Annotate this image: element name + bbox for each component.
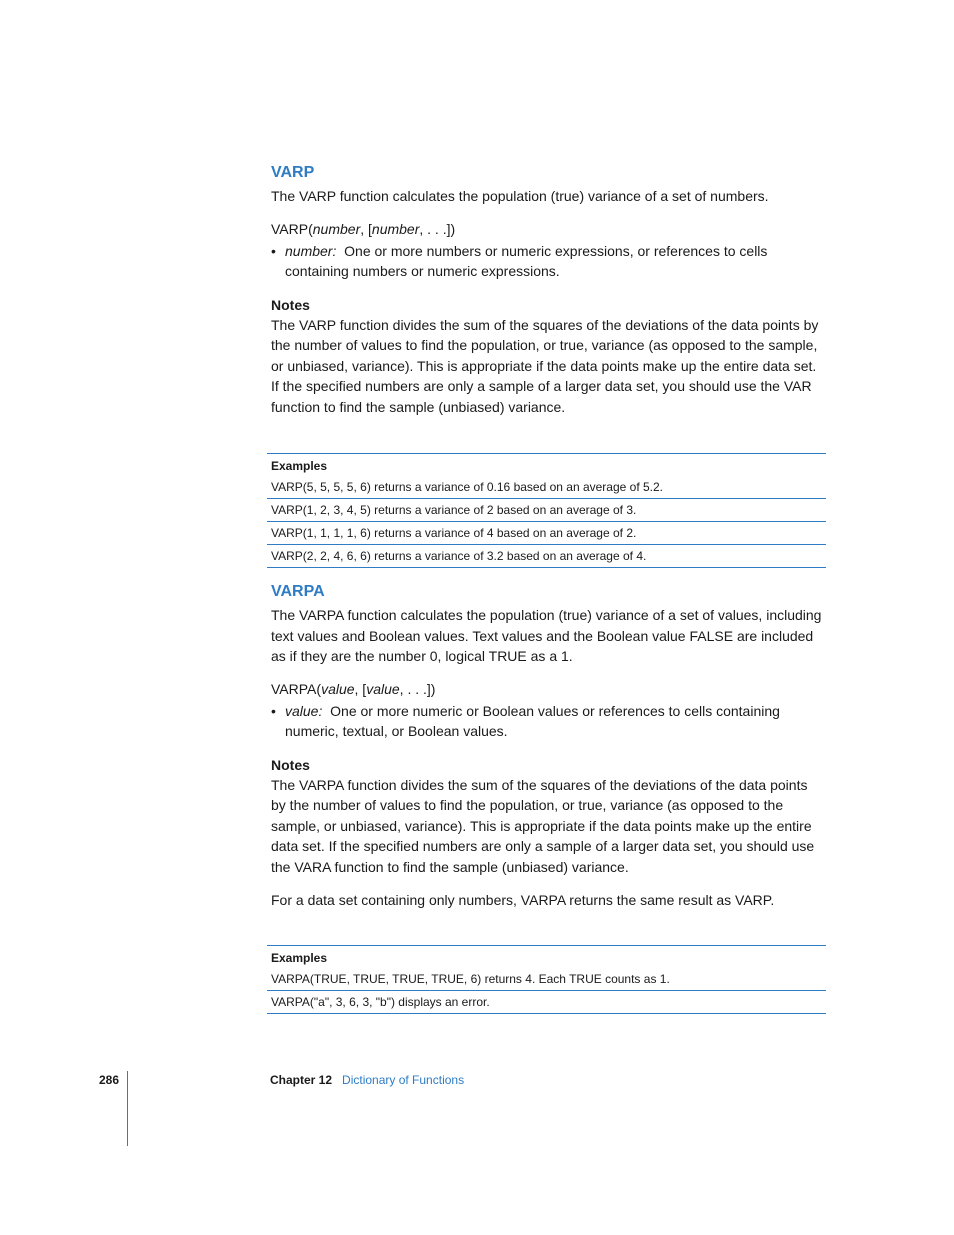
varpa-syntax-arg2: value: [366, 680, 400, 697]
table-row: VARP(5, 5, 5, 5, 6) returns a variance of 0.16 based on an average of 5.2.: [267, 476, 826, 499]
varpa-argument-term: value:: [285, 702, 323, 719]
table-row: VARP(2, 2, 4, 6, 6) returns a variance of 3.2 based on an average of 4.: [267, 545, 826, 568]
varpa-syntax-close: , . . .]): [399, 680, 436, 697]
bullet-dot-icon: •: [271, 242, 276, 259]
varpa-argument-text: One or more numeric or Boolean values or references to cells containing numeric, textual, or Boolean values.: [285, 702, 780, 739]
bullet-dot-icon: •: [271, 702, 276, 719]
page-number: 286: [99, 1073, 120, 1087]
varp-title: VARP: [271, 164, 315, 181]
varp-syntax-arg1: number: [312, 220, 361, 237]
varpa-description: The VARPA function calculates the population (true) variance of a set of values, including text values and Boolean values. Text values and the Boolean value FALSE are included as if they are the number 0, logical TRUE as a 1.: [271, 607, 822, 664]
varpa-argument: [271, 701, 826, 742]
varpa-syntax: [271, 679, 826, 699]
varp-argument: [271, 241, 826, 282]
varp-examples-table: [267, 453, 826, 568]
varpa-syntax-arg1: value: [321, 680, 355, 697]
varp-examples-heading: Examples: [271, 459, 328, 473]
varpa-title: VARPA: [271, 583, 325, 600]
varp-syntax: [271, 219, 826, 239]
varpa-notes-text: The VARPA function divides the sum of the squares of the deviations of the data points by the number of values to find the population, or true, variance (as opposed to the sample, or unbiased, variance). This is appropriate if the data points make up the entire data set. If the specified numbers are only a sample of a larger data set, you should use the VARA function to find the sample (unbiased) variance.: [271, 776, 815, 875]
varp-argument-text: One or more numbers or numeric expressions, or references to cells containing numbers or numeric expressions.: [285, 242, 768, 279]
varp-syntax-name: VARP: [271, 220, 309, 237]
chapter-label: Chapter 12: [270, 1073, 333, 1087]
table-row: VARP(1, 1, 1, 1, 6) returns a variance of 4 based on an average of 2.: [267, 522, 826, 545]
varp-syntax-open: (: [308, 220, 313, 237]
varp-notes-text: The VARP function divides the sum of the squares of the deviations of the data points by the number of values to find the population, or true, variance (as opposed to the sample, or unbiased, variance). This is appropriate if the data points make up the entire data set. If the specified numbers are only a sample of a larger data set, you should use the VAR function to find the sample (unbiased) variance.: [271, 316, 819, 415]
footer-divider: [127, 1071, 128, 1146]
varp-syntax-mid: , [: [360, 220, 372, 237]
chapter-footer: [270, 1072, 464, 1088]
page-content: [271, 160, 826, 1014]
table-row: VARPA(TRUE, TRUE, TRUE, TRUE, 6) returns 4. Each TRUE counts as 1.: [267, 968, 826, 991]
varp-syntax-close: , . . .]): [419, 220, 456, 237]
table-row: VARPA("a", 3, 6, 3, "b") displays an error.: [267, 991, 826, 1014]
varpa-examples-heading: Examples: [271, 950, 328, 965]
varp-notes-heading: Notes: [271, 296, 310, 313]
varp-syntax-arg2: number: [371, 220, 420, 237]
table-row: VARP(1, 2, 3, 4, 5) returns a variance of 2 based on an average of 3.: [267, 499, 826, 522]
varp-description: The VARP function calculates the population (true) variance of a set of numbers.: [271, 188, 769, 204]
varpa-notes-heading: Notes: [271, 756, 310, 773]
varpa-syntax-name: VARPA: [271, 680, 317, 697]
varpa-syntax-mid: , [: [354, 680, 367, 697]
varpa-syntax-open: (: [316, 680, 322, 697]
varp-argument-term: number:: [285, 242, 337, 259]
chapter-title-link[interactable]: Dictionary of Functions: [342, 1073, 465, 1087]
varpa-examples-table: [267, 945, 826, 1014]
varpa-extra-text: For a data set containing only numbers, VARPA returns the same result as VARP.: [271, 892, 775, 908]
